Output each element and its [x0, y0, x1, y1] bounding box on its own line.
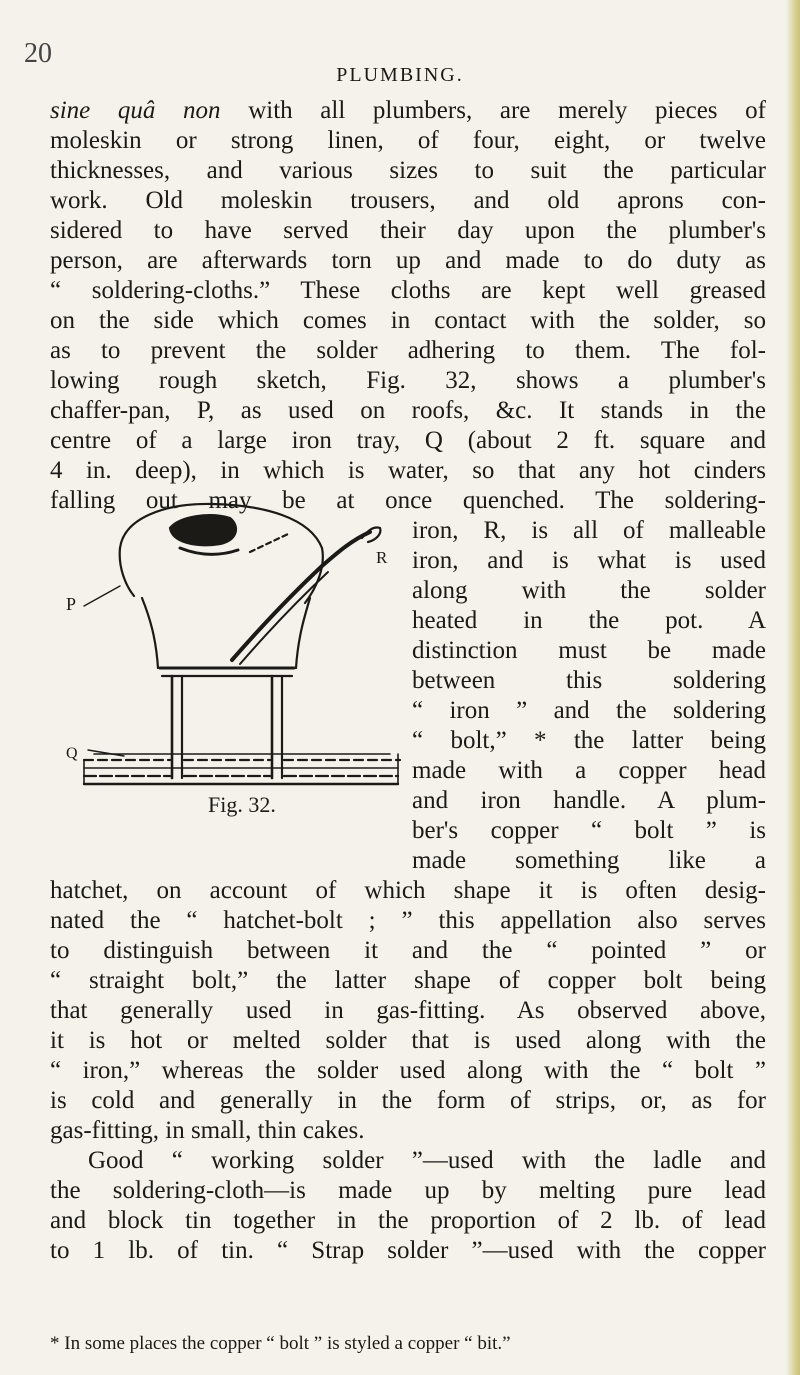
side-line: distinction must be made	[412, 637, 766, 664]
body-line: Good “ working solder ”—used with the ladle and	[88, 1147, 766, 1174]
body-line: to 1 lb. of tin. “ Strap solder ”—used with the copper	[50, 1237, 766, 1264]
body-line: thicknesses, and various sizes to suit the particular	[50, 157, 766, 184]
soldering-iron-handle-edge	[240, 572, 328, 664]
side-line: “ iron ” and the soldering	[412, 697, 766, 724]
body-line: person, are afterwards torn up and made to do duty as	[50, 247, 766, 274]
page-number: 20	[24, 38, 52, 69]
label-p: P	[66, 594, 77, 614]
body-line: is cold and generally in the form of strips, or, as for	[50, 1087, 766, 1114]
body-line	[50, 96, 766, 126]
side-line: iron, and is what is used	[412, 547, 766, 574]
pot-right-wall	[296, 598, 310, 668]
leader-line-q	[88, 750, 124, 756]
body-line: as to prevent the solder adhering to them. The fol-	[50, 337, 766, 364]
side-line: made something like a	[412, 847, 766, 874]
leader-line-p	[84, 586, 120, 606]
body-line: the soldering-cloth—is made up by melting pure lead	[50, 1177, 766, 1204]
pot-left-wall	[142, 598, 158, 668]
label-r: R	[376, 548, 388, 567]
body-line: “ iron,” whereas the solder used along with the “ bolt ”	[50, 1057, 766, 1084]
running-title: PLUMBING.	[336, 64, 464, 86]
latin-phrase: sine quâ non	[50, 97, 221, 124]
side-line: and iron handle. A plum-	[412, 787, 766, 814]
side-line: iron, R, is all of malleable	[412, 517, 766, 544]
body-line: on the side which comes in contact with the solder, so	[50, 307, 766, 334]
side-line: ber's copper “ bolt ” is	[412, 817, 766, 844]
body-line: and block tin together in the proportion of 2 lb. of lead	[50, 1207, 766, 1234]
body-line: gas-fitting, in small, thin cakes.	[50, 1117, 365, 1144]
side-line: between this soldering	[412, 667, 766, 694]
body-line: moleskin or strong linen, of four, eight, or twelve	[50, 127, 766, 154]
side-line: heated in the pot. A	[412, 607, 766, 634]
body-line: lowing rough sketch, Fig. 32, shows a plumber's	[50, 367, 766, 394]
page-edge	[786, 0, 800, 1375]
pot-left-curve	[120, 548, 134, 596]
body-line: nated the “ hatchet-bolt ; ” this appellation also serves	[50, 907, 766, 934]
body-line-text: sine quâ non with all plumbers, are merely pieces of	[50, 97, 766, 124]
body-line: 4 in. deep), in which is water, so that any hot cinders	[50, 457, 766, 484]
body-line: centre of a large iron tray, Q (about 2 ft. square and	[50, 427, 766, 454]
body-line: to distinguish between it and the “ pointed ” or	[50, 937, 766, 964]
side-line: “ bolt,” * the latter being	[412, 727, 766, 754]
body-line: “ soldering-cloths.” These cloths are kept well greased	[50, 277, 766, 304]
body-line: that generally used in gas-fitting. As observed above,	[50, 997, 766, 1024]
pot-rim-dash	[250, 534, 288, 552]
pot-opening	[170, 515, 236, 545]
body-line: sidered to have served their day upon the plumber's	[50, 217, 766, 244]
side-line: along with the solder	[412, 577, 766, 604]
figure-caption: Fig. 32.	[208, 792, 276, 817]
body-line: chaffer-pan, P, as used on roofs, &c. It stands in the	[50, 397, 766, 424]
body-line: “ straight bolt,” the latter shape of copper bolt being	[50, 967, 766, 994]
footnote: * In some places the copper “ bolt ” is styled a copper “ bit.”	[50, 1333, 511, 1354]
body-line: falling out may be at once quenched. The soldering-	[50, 487, 766, 514]
body-line: work. Old moleskin trousers, and old aprons con-	[50, 187, 766, 214]
soldering-iron-head	[362, 527, 380, 542]
body-line: hatchet, on account of which shape it is often desig-	[50, 877, 766, 904]
label-q: Q	[66, 745, 78, 762]
pot-lip	[180, 548, 238, 554]
chaffer-pan-figure	[60, 478, 410, 790]
side-line: made with a copper head	[412, 757, 766, 784]
body-line: it is hot or melted solder that is used along with the	[50, 1027, 766, 1054]
